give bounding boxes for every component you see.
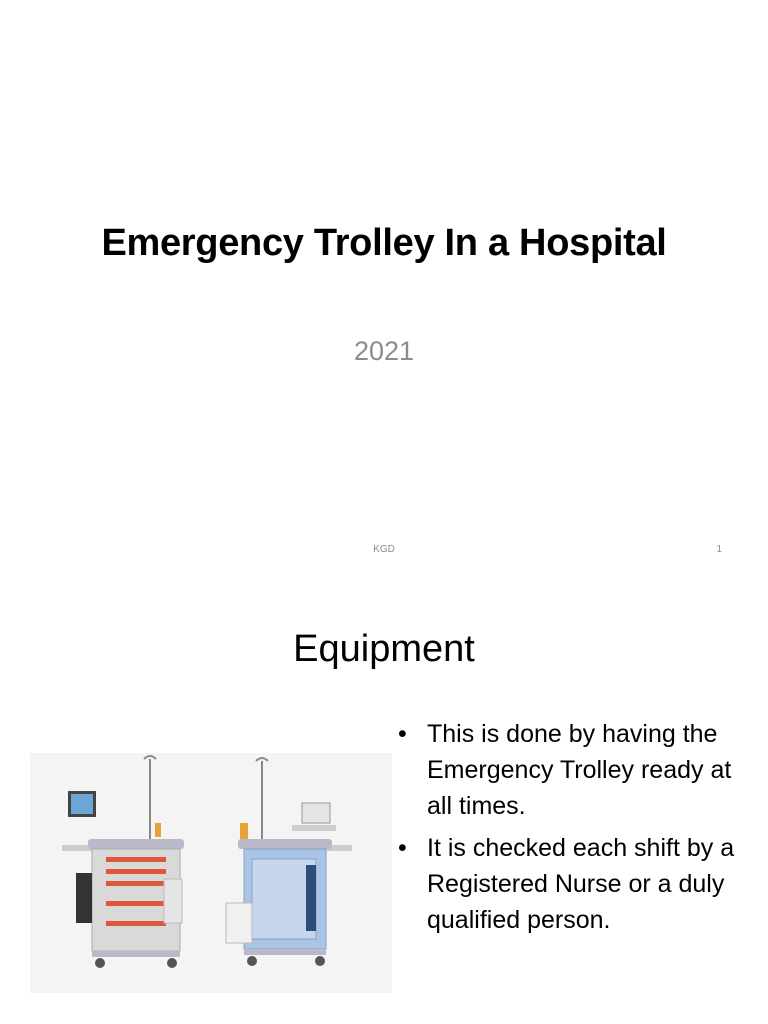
- bullet-item: [396, 830, 756, 938]
- slide-2: [0, 576, 768, 1024]
- bullet-text: It is checked each shift by a Registered Nurse or a duly qualified person.: [427, 834, 735, 934]
- bullet-icon: •: [398, 834, 407, 862]
- bullet-item: [396, 716, 756, 824]
- page-number: 1: [716, 544, 722, 555]
- slide-footer: KGD: [373, 544, 395, 555]
- emergency-trolley-image: [30, 753, 392, 993]
- slide-title: Emergency Trolley In a Hospital: [101, 222, 667, 264]
- slide-title: Equipment: [293, 628, 475, 670]
- bullet-list: [396, 716, 756, 944]
- bullet-icon: •: [398, 720, 407, 748]
- slide-subtitle: 2021: [353, 336, 415, 366]
- bullet-text: This is done by having the Emergency Trolley ready at all times.: [427, 720, 732, 820]
